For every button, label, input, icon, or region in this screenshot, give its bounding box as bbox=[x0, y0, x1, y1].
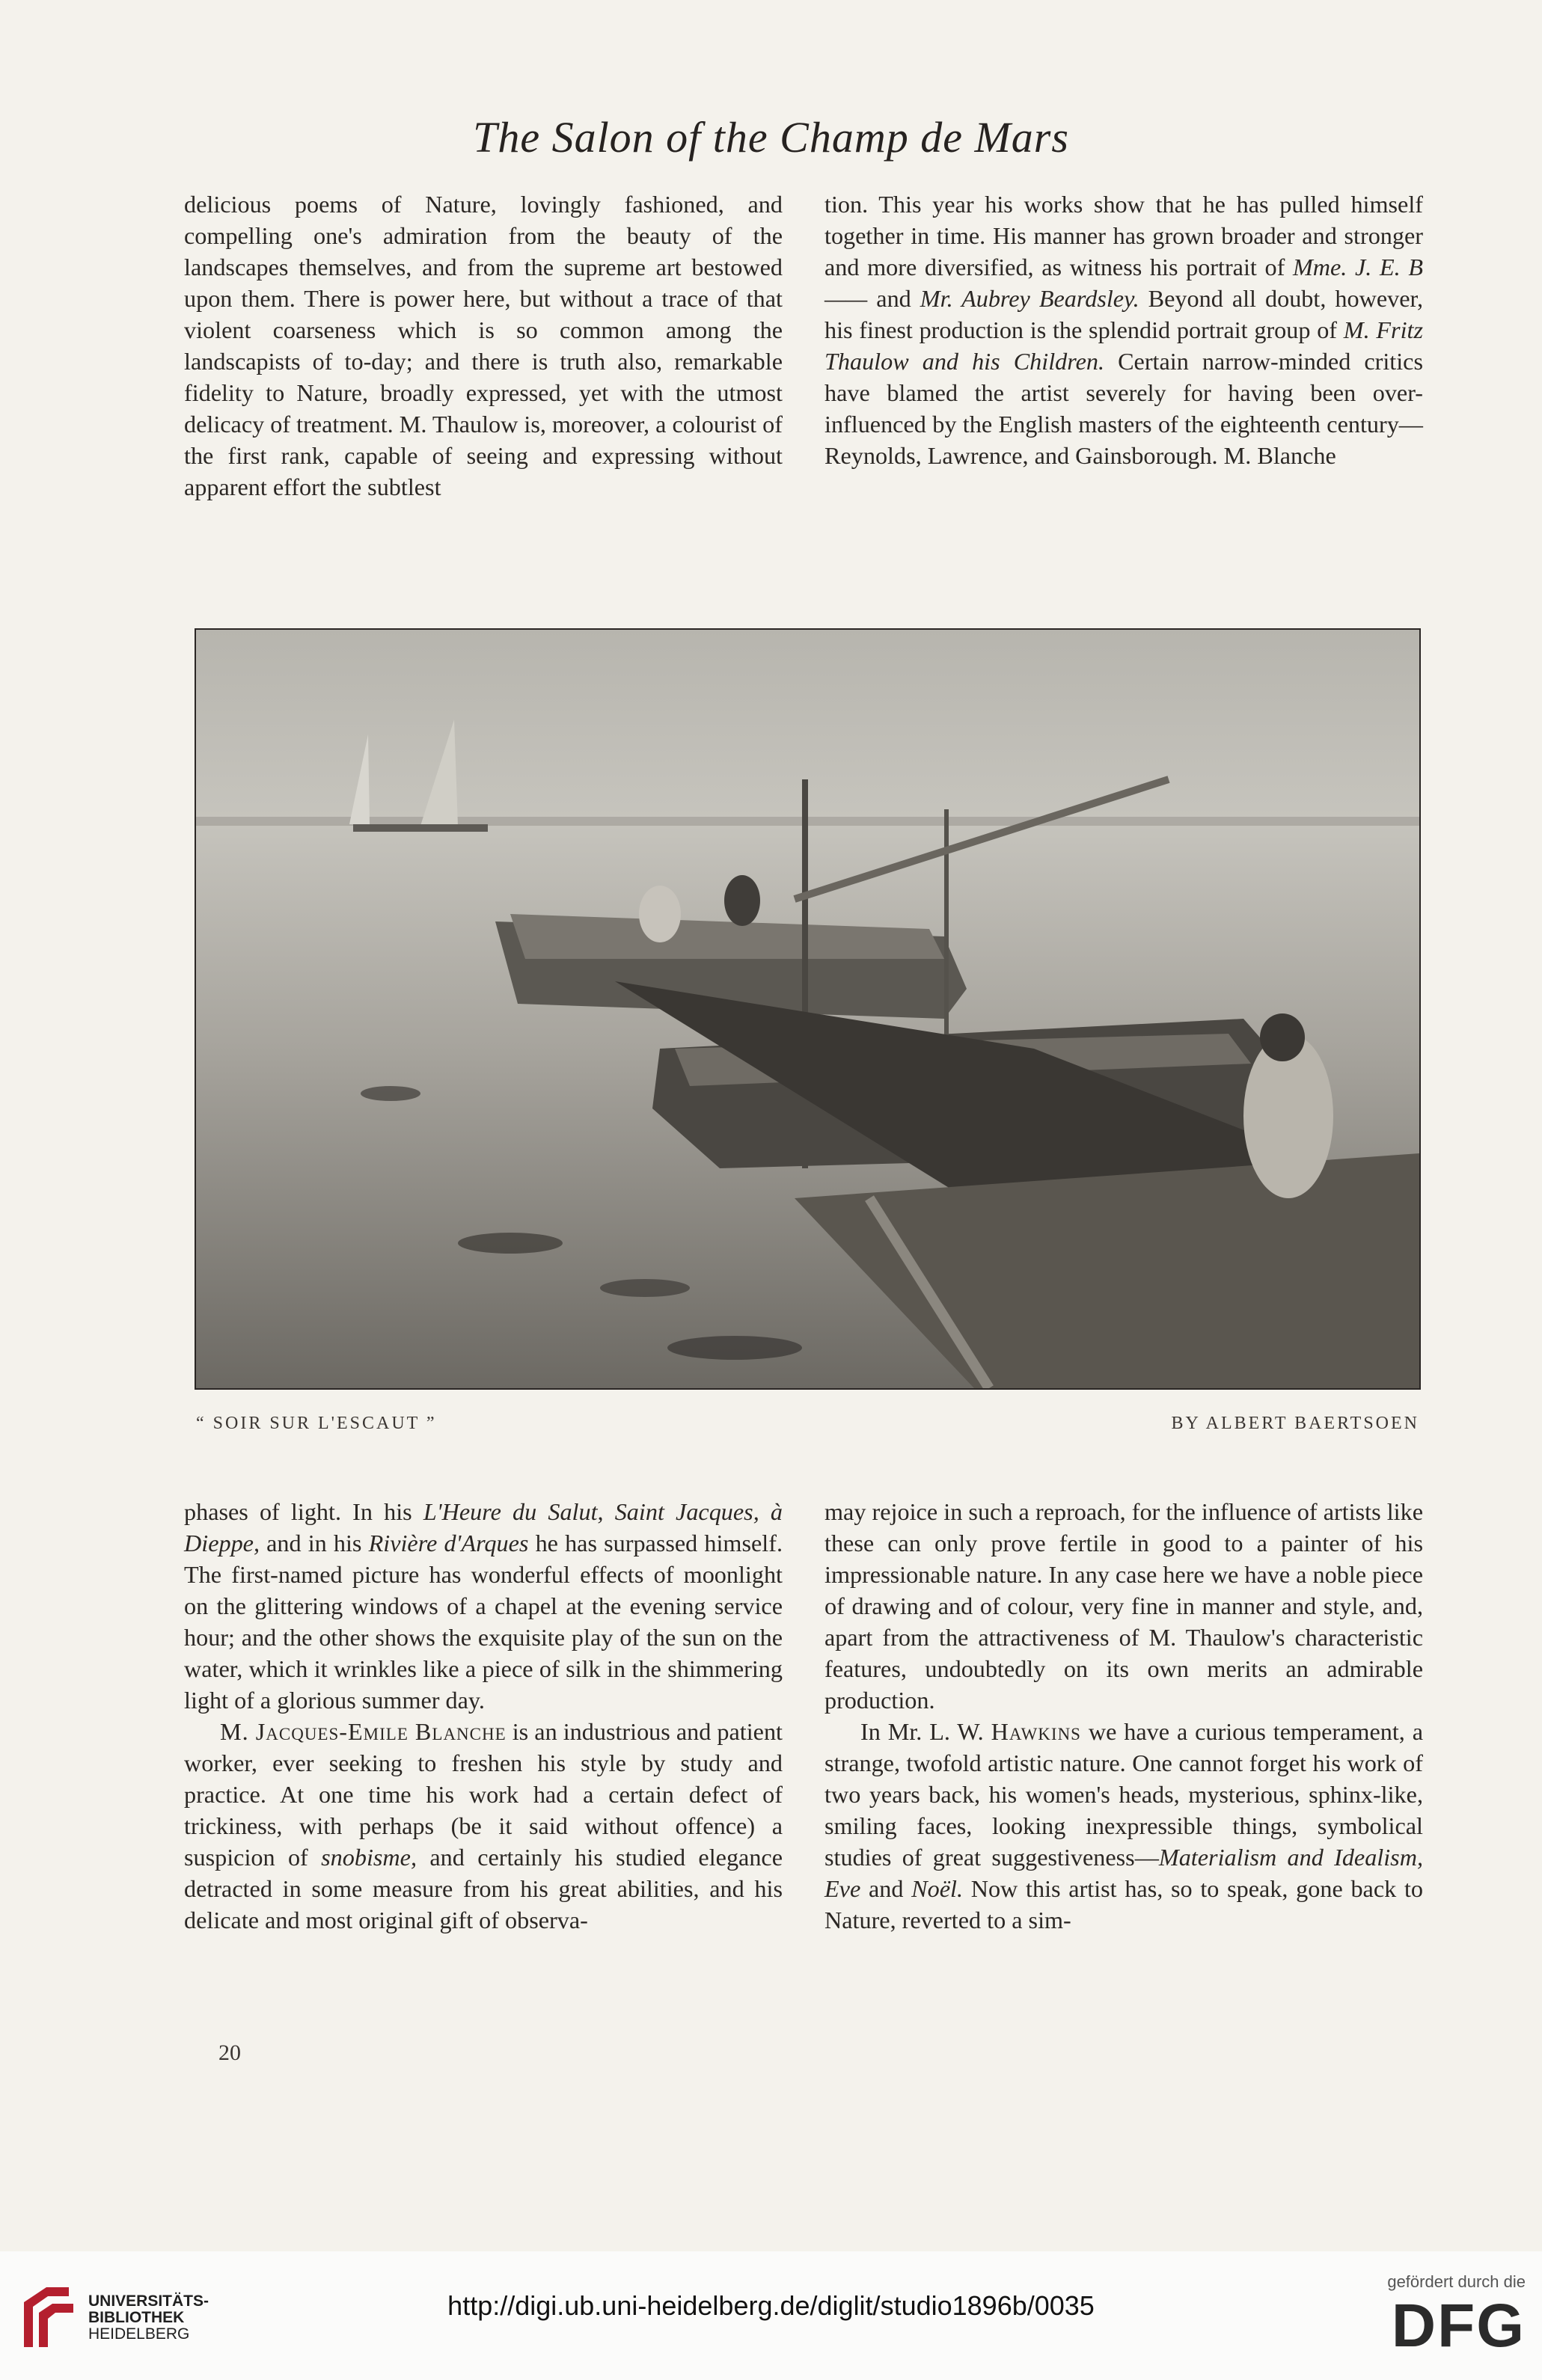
paragraph: tion. This year his works show that he has pulled himself together in time. His manner has grown broader and stronger and more diversified, as witness his portrait of Mme. J. E. B—— and Mr. Aubrey Beardsley. Beyond all doubt, however, his finest production is the splendid portrait group of M. Fritz Thaulow and his Children. Certain narrow-minded critics have blamed the artist severely for having been over-influenced by the English masters of the eighteenth century—Reynolds, Lawrence, and Gainsborough. M. Blanche bbox=[824, 191, 1424, 469]
dfg-logo[interactable]: DFG bbox=[1391, 2292, 1526, 2360]
boats-on-river-image bbox=[196, 630, 1419, 1388]
painting-reproduction bbox=[195, 628, 1421, 1390]
paragraph: may rejoice in such a reproach, for the influence of artists like these can only prove fertile in good to a painter of his impressionable nature. In any case here we have a noble piece of drawing and of colour, very fine in manner and style, and, apart from the attractiveness of M. Thaulow's characteristic features, undoubtedly on its own merits an admirable production. bbox=[824, 1498, 1423, 1714]
text-column-right-top bbox=[824, 188, 1423, 471]
page-number: 20 bbox=[218, 2040, 241, 2065]
figure-caption-credit: BY ALBERT BAERTSOEN bbox=[1171, 1414, 1419, 1433]
paragraph: M. Jacques-Emile Blanche is an industrious and patient worker, ever seeking to freshen his style by study and practice. At one time his work had a certain defect of trickiness, with perhaps (be it said without offence) a suspicion of snobisme, and certainly his studied elegance detracted in some measure from his great abilities, and his delicate and most original gift of observa- bbox=[184, 1718, 783, 1933]
library-logo-text: UNIVERSITÄTS- BIBLIOTHEK HEIDELBERG bbox=[88, 2292, 209, 2343]
text-column-right-bottom bbox=[824, 1496, 1423, 1936]
sponsor-block bbox=[1346, 2272, 1526, 2361]
paragraph: In Mr. L. W. Hawkins we have a curious temperament, a strange, twofold artistic nature. One cannot forget his work of two years back, his women's heads, mysterious, sphinx-like, smiling faces, looking inexpressible things, symbolical studies of great suggestiveness—Materialism and Idealism, Eve and Noël. Now this artist has, so to speak, gone back to Nature, reverted to a sim- bbox=[824, 1718, 1423, 1933]
sponsor-note: gefördert durch die bbox=[1387, 2272, 1526, 2291]
paragraph: phases of light. In his L'Heure du Salut, Saint Jacques, à Dieppe, and in his Rivière d'Arques he has surpassed himself. The first-named picture has wonderful effects of moonlight on the glittering windows of a chapel at the evening service hour; and the other shows the exquisite play of the sun on the water, which it wrinkles like a piece of silk in the shimmering light of a glorious summer day. bbox=[184, 1498, 783, 1714]
text-column-left-bottom bbox=[184, 1496, 783, 1936]
running-title: The Salon of the Champ de Mars bbox=[473, 113, 1069, 162]
figure-caption-title: “ SOIR SUR L'ESCAUT ” bbox=[196, 1414, 437, 1433]
paragraph: delicious poems of Nature, lovingly fashioned, and compelling one's admiration from the beauty of the landscapes themselves, and from the supreme art bestowed upon them. There is power here, but without a trace of that violent coarseness which is so common among the landscapists of to-day; and there is truth also, remarkable fidelity to Nature, broadly expressed, yet with the utmost delicacy of treatment. M. Thaulow is, moreover, a colourist of the first rank, capable of seeing and expressing without apparent effort the subtlest bbox=[184, 191, 783, 500]
source-url-link[interactable]: http://digi.ub.uni-heidelberg.de/diglit/studio1896b/0035 bbox=[447, 2290, 1095, 2321]
text-column-left-top bbox=[184, 188, 783, 503]
